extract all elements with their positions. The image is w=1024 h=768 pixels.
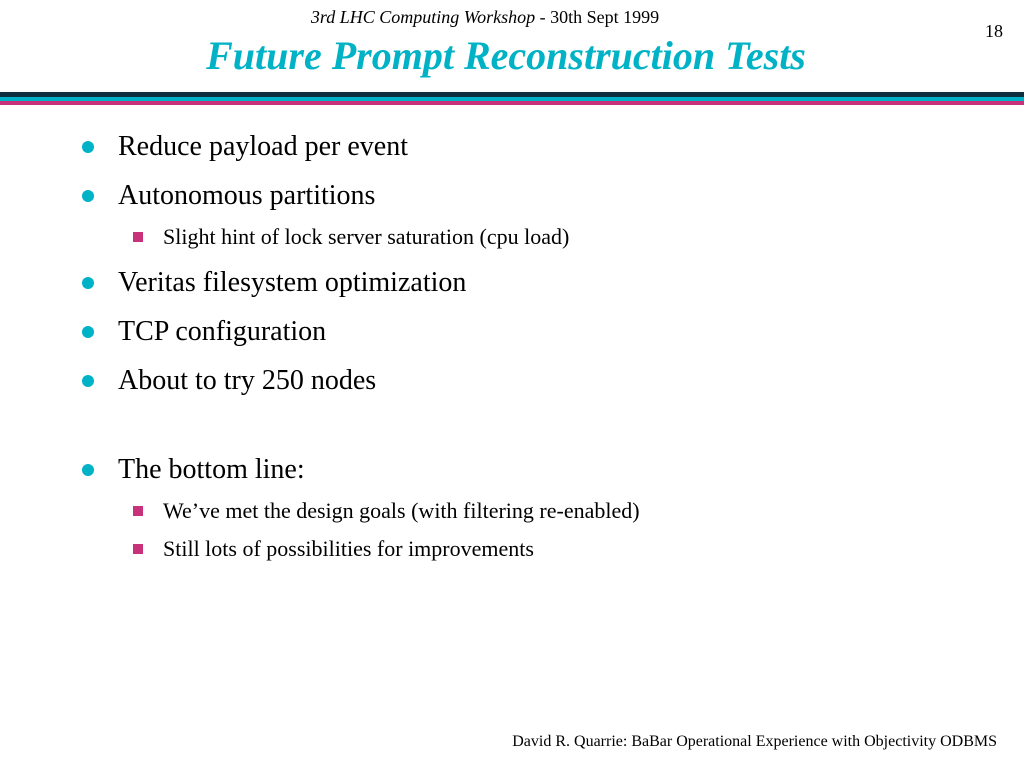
slide-header <box>0 6 970 28</box>
round-bullet-icon <box>82 141 94 153</box>
square-bullet-icon <box>133 232 143 242</box>
sub-bullet-text: Slight hint of lock server saturation (cpu load) <box>163 224 570 249</box>
round-bullet-icon <box>82 326 94 338</box>
bullet-item <box>82 179 375 213</box>
square-bullet-icon <box>133 506 143 516</box>
bullet-text: Veritas filesystem optimization <box>118 267 467 298</box>
workshop-name: 3rd LHC Computing Workshop <box>310 7 536 27</box>
bullet-item <box>82 130 408 164</box>
page-number: 18 <box>985 21 1003 41</box>
sub-bullet-item <box>133 498 640 524</box>
round-bullet-icon <box>82 277 94 289</box>
sub-bullet-item <box>133 536 534 562</box>
bullet-text: TCP configuration <box>118 316 327 347</box>
sub-bullet-text: We’ve met the design goals (with filtering re-enabled) <box>163 498 640 523</box>
bullet-item <box>82 453 305 487</box>
round-bullet-icon <box>82 190 94 202</box>
bullet-text: Reduce payload per event <box>118 131 408 162</box>
header-rule-magenta <box>0 101 1024 105</box>
workshop-date: - 30th Sept 1999 <box>535 7 660 27</box>
slide-title: Future Prompt Reconstruction Tests <box>206 33 806 78</box>
bullet-text: About to try 250 nodes <box>118 365 377 396</box>
bullet-item <box>82 364 376 398</box>
square-bullet-icon <box>133 544 143 554</box>
bullet-text: Autonomous partitions <box>118 180 376 211</box>
sub-bullet-item <box>133 224 569 250</box>
round-bullet-icon <box>82 464 94 476</box>
bullet-item <box>82 266 466 300</box>
round-bullet-icon <box>82 375 94 387</box>
sub-bullet-text: Still lots of possibilities for improvements <box>163 536 534 561</box>
slide-footer: David R. Quarrie: BaBar Operational Experience with Objectivity ODBMS <box>512 733 997 750</box>
bullet-item <box>82 315 326 349</box>
bullet-text: The bottom line: <box>118 454 305 485</box>
